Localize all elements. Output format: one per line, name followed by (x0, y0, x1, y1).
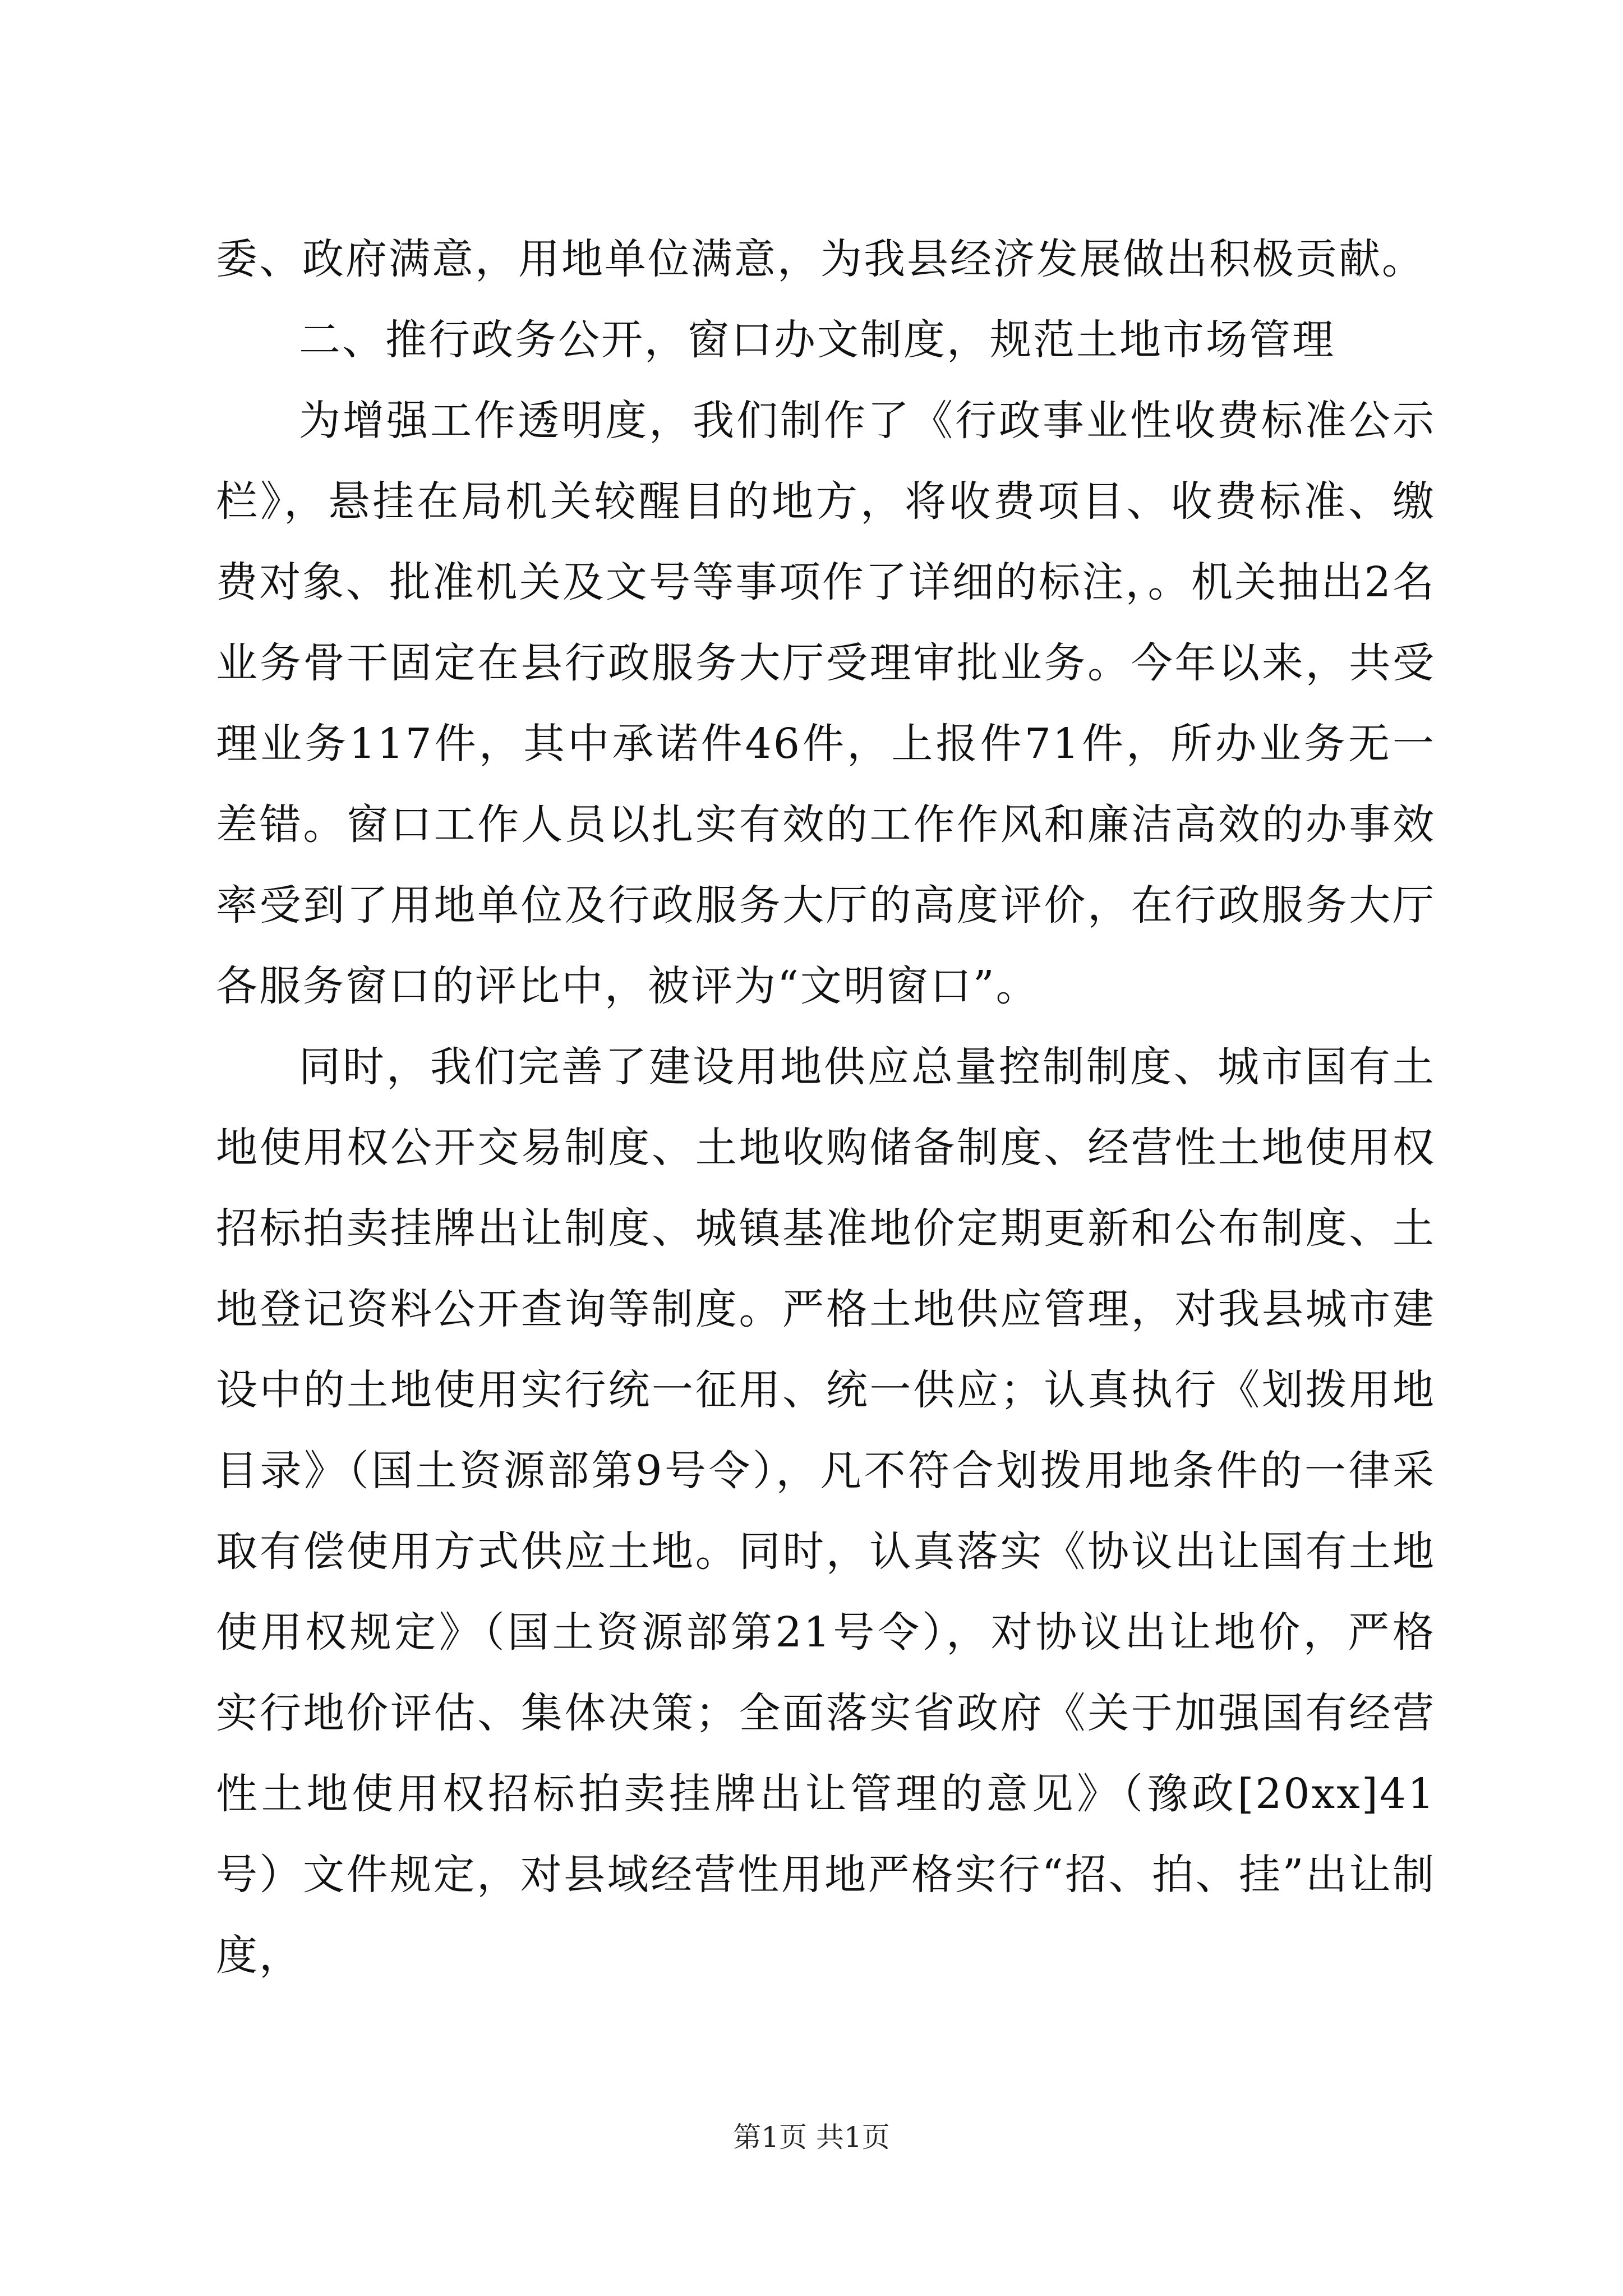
section-heading: 二、推行政务公开，窗口办文制度，规范土地市场管理 (299, 316, 1335, 364)
page-footer: 第1页 共1页 (733, 2121, 890, 2154)
paragraph-land-supply: 同时，我们完善了建设用地供应总量控制制度、城市国有土地使用权公开交易制度、土地收购储备制度、经营性土地使用权招标拍卖挂牌出让制度、城镇基准地价定期更新和公布制度、土地登记资料公开查询等制度。严格土地供应管理，对我县城市建设中的土地使用实行统一征用、统一供应；认真执行《划拨用地目录》（国土资源部第9号令），凡不符合划拨用地条件的一律采取有偿使用方式供应土地。同时，认真落实《协议出让国有土地使用权规定》（国土资源部第21号令），对协议出让地价，严格实行地价评估、集体决策；全面落实省政府《关于加强国有经营性土地使用权招标拍卖挂牌出让管理的意见》（豫政[20xx]41号）文件规定，对县域经营性用地严格实行“招、拍、挂”出让制度， (216, 1043, 1436, 1980)
paragraph-continuation: 委、政府满意，用地单位满意，为我县经济发展做出积极贡献。 (216, 235, 1425, 283)
document-body (216, 219, 1436, 1996)
paragraph-transparency: 为增强工作透明度，我们制作了《行政事业性收费标准公示栏》，悬挂在局机关较醒目的地方，将收费项目、收费标准、缴费对象、批准机关及文号等事项作了详细的标注，。机关抽出2名业务骨干固定在县行政服务大厅受理审批业务。今年以来，共受理业务117件，其中承诺件46件，上报件71件，所办业务无一差错。窗口工作人员以扎实有效的工作作风和廉洁高效的办事效率受到了用地单位及行政服务大厅的高度评价，在行政服务大厅各服务窗口的评比中，被评为“文明窗口”。 (216, 397, 1436, 1010)
